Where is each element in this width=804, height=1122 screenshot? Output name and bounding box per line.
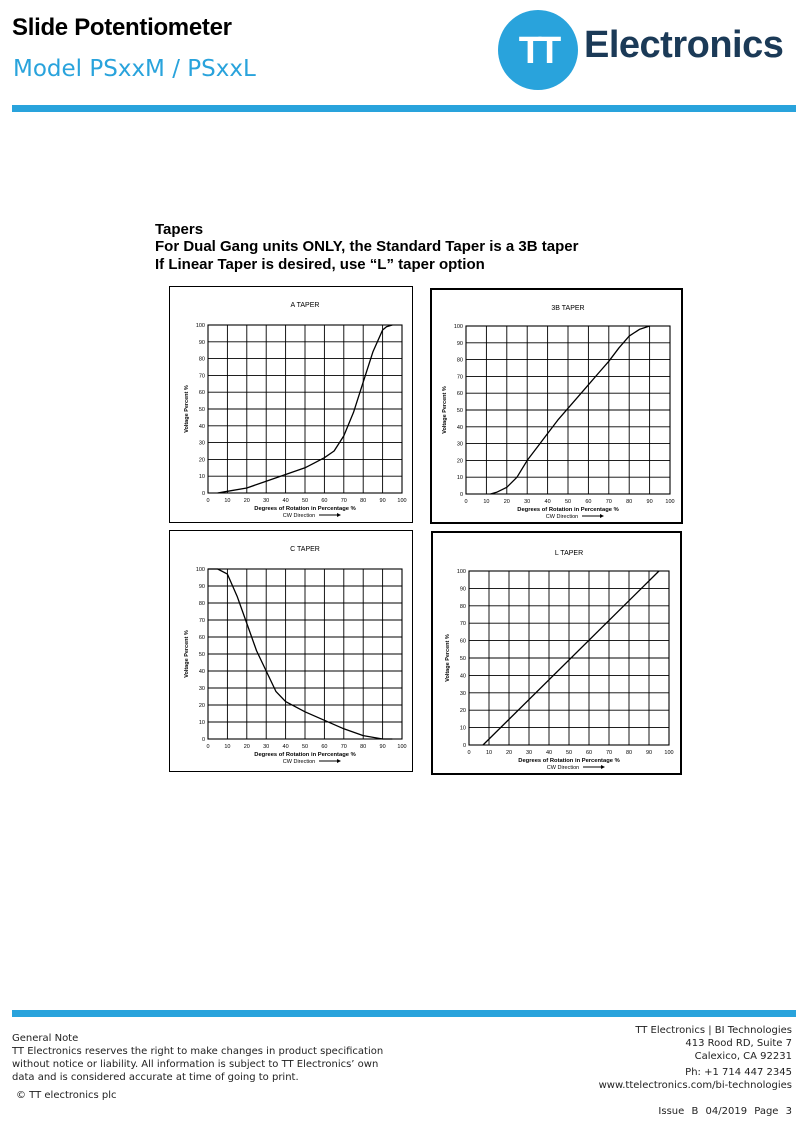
page-number: Page 3 — [754, 1106, 792, 1117]
page-title: Slide Potentiometer — [12, 14, 232, 41]
x-tick-label: 0 — [467, 750, 471, 756]
y-tick-label: 60 — [198, 390, 205, 397]
y-tick-label: 90 — [198, 584, 205, 590]
y-tick-label: 80 — [198, 601, 205, 607]
y-tick-label: 80 — [456, 357, 463, 364]
issue-label: Issue B — [658, 1106, 699, 1117]
x-tick-label: 90 — [379, 744, 386, 750]
company-name: TT Electronics | BI Technologies — [635, 1025, 792, 1036]
y-tick-label: 40 — [198, 669, 205, 675]
y-tick-label: 0 — [462, 743, 466, 749]
y-tick-label: 50 — [198, 652, 205, 658]
chart-l-taper — [431, 531, 682, 775]
y-tick-label: 80 — [198, 356, 205, 363]
x-tick-label: 70 — [340, 744, 347, 750]
x-tick-label: 0 — [206, 498, 210, 504]
x-tick-label: 30 — [263, 744, 270, 750]
y-tick-label: 50 — [459, 656, 466, 662]
logo-wordmark: Electronics — [584, 24, 784, 66]
x-axis-label: Degrees of Rotation in Percentage % — [518, 758, 620, 764]
y-tick-label: 90 — [198, 339, 205, 346]
chart-a-taper-plot — [170, 287, 412, 522]
y-tick-label: 40 — [456, 424, 463, 431]
x-tick-label: 80 — [360, 498, 367, 504]
x-tick-label: 60 — [585, 750, 593, 756]
chart-title: A TAPER — [290, 302, 320, 309]
x-tick-label: 10 — [483, 499, 490, 505]
y-tick-label: 0 — [201, 737, 205, 743]
y-tick-label: 100 — [453, 324, 463, 330]
x-tick-label: 90 — [379, 498, 386, 504]
x-tick-label: 80 — [626, 499, 633, 505]
x-tick-label: 80 — [625, 750, 633, 756]
y-tick-label: 40 — [459, 673, 466, 680]
x-tick-label: 100 — [665, 499, 675, 505]
y-tick-label: 10 — [456, 475, 463, 482]
general-note — [12, 1032, 392, 1084]
general-note-text: TT Electronics reserves the right to make changes in product specification without notice or liability. All information is subject to TT Electronics’ own data and is considered accurate at time of going to print. — [12, 1046, 384, 1083]
x-axis-direction-label: CW Direction — [546, 765, 580, 771]
x-tick-label: 100 — [664, 750, 674, 756]
x-tick-label: 50 — [301, 744, 309, 750]
y-tick-label: 20 — [198, 703, 205, 709]
y-tick-label: 30 — [198, 686, 205, 692]
x-tick-label: 70 — [605, 499, 612, 505]
x-tick-label: 70 — [605, 750, 613, 756]
direction-arrowhead-icon — [601, 765, 605, 769]
y-tick-label: 0 — [201, 491, 205, 497]
direction-arrowhead-icon — [337, 513, 341, 517]
y-tick-label: 70 — [198, 373, 205, 380]
header-rule — [12, 105, 796, 112]
address-line-1: 413 Rood RD, Suite 7 — [685, 1038, 792, 1049]
x-tick-label: 90 — [645, 750, 653, 756]
tapers-heading: Tapers — [155, 221, 204, 238]
y-tick-label: 60 — [456, 391, 463, 398]
x-tick-label: 30 — [263, 498, 270, 504]
x-tick-label: 50 — [565, 750, 573, 756]
address-line-2: Calexico, CA 92231 — [694, 1051, 792, 1062]
y-tick-label: 90 — [459, 586, 466, 593]
y-tick-label: 70 — [198, 618, 205, 624]
tt-logo-mark-icon — [498, 10, 578, 90]
y-tick-label: 10 — [198, 720, 205, 726]
y-tick-label: 100 — [195, 323, 205, 329]
x-tick-label: 10 — [485, 750, 493, 756]
tapers-note-dual-gang: For Dual Gang units ONLY, the Standard Taper is a 3B taper — [155, 238, 579, 255]
x-axis-direction-label: CW Direction — [545, 514, 579, 520]
general-note-title: General Note — [12, 1033, 79, 1044]
x-tick-label: 70 — [340, 498, 347, 504]
y-tick-label: 80 — [459, 603, 466, 610]
y-tick-label: 100 — [195, 567, 205, 573]
x-tick-label: 10 — [224, 498, 231, 504]
x-tick-label: 20 — [505, 750, 513, 756]
y-tick-label: 50 — [198, 407, 205, 413]
issue-info — [658, 1106, 792, 1117]
x-tick-label: 0 — [206, 744, 210, 750]
y-tick-label: 30 — [459, 690, 466, 697]
y-tick-label: 70 — [456, 374, 463, 381]
x-tick-label: 40 — [544, 499, 551, 505]
svg-text:TT: TT — [518, 30, 558, 72]
y-tick-label: 20 — [198, 457, 205, 464]
y-axis-label: Voltage Percent % — [184, 630, 190, 678]
chart-title: L TAPER — [554, 550, 584, 557]
tt-electronics-logo — [498, 10, 788, 90]
y-tick-label: 50 — [456, 408, 463, 414]
x-tick-label: 80 — [360, 744, 367, 750]
tapers-section — [155, 221, 578, 274]
tapers-note-linear: If Linear Taper is desired, use “L” taper option — [155, 256, 485, 273]
x-axis-direction-label: CW Direction — [282, 759, 316, 765]
y-tick-label: 60 — [459, 638, 466, 645]
phone: Ph: +1 714 447 2345 — [685, 1067, 792, 1078]
x-axis-label: Degrees of Rotation in Percentage % — [517, 507, 619, 513]
x-tick-label: 50 — [301, 498, 309, 504]
y-tick-label: 20 — [459, 708, 466, 715]
y-tick-label: 70 — [459, 621, 466, 628]
x-tick-label: 40 — [282, 498, 289, 504]
website-link[interactable]: www.ttelectronics.com/bi-technologies — [598, 1080, 792, 1091]
y-tick-label: 20 — [456, 458, 463, 465]
y-axis-label: Voltage Percent % — [184, 385, 190, 433]
y-tick-label: 10 — [459, 725, 466, 732]
chart-a-taper — [169, 286, 413, 523]
chart-c-taper — [169, 530, 413, 772]
x-tick-label: 30 — [525, 750, 533, 756]
y-tick-label: 0 — [459, 492, 463, 498]
x-tick-label: 20 — [503, 499, 510, 505]
x-tick-label: 50 — [564, 499, 572, 505]
chart-3b-taper — [430, 288, 683, 524]
y-tick-label: 90 — [456, 340, 463, 347]
copyright: © TT electronics plc — [16, 1090, 117, 1101]
y-axis-label: Voltage Percent % — [445, 634, 451, 682]
company-contact — [599, 1024, 792, 1092]
x-tick-label: 20 — [243, 498, 250, 504]
x-tick-label: 0 — [464, 499, 468, 505]
y-tick-label: 100 — [456, 569, 466, 575]
chart-title: 3B TAPER — [551, 305, 585, 312]
page-subtitle: Model PSxxM / PSxxL — [13, 56, 256, 82]
x-tick-label: 60 — [321, 498, 328, 504]
x-tick-label: 90 — [646, 499, 653, 505]
issue-date: 04/2019 — [705, 1106, 748, 1117]
chart-3b-taper-plot — [432, 290, 681, 522]
direction-arrowhead-icon — [600, 514, 604, 518]
y-tick-label: 10 — [198, 474, 205, 481]
direction-arrowhead-icon — [337, 759, 341, 763]
y-tick-label: 60 — [198, 635, 205, 641]
chart-c-taper-plot — [170, 531, 412, 771]
x-tick-label: 100 — [397, 744, 407, 750]
x-tick-label: 10 — [224, 744, 231, 750]
chart-l-taper-plot — [433, 533, 680, 773]
y-tick-label: 40 — [198, 423, 205, 430]
y-tick-label: 30 — [198, 440, 205, 447]
x-axis-label: Degrees of Rotation in Percentage % — [254, 752, 356, 758]
x-axis-label: Degrees of Rotation in Percentage % — [254, 506, 356, 512]
y-tick-label: 30 — [456, 441, 463, 448]
x-tick-label: 30 — [524, 499, 531, 505]
x-tick-label: 40 — [545, 750, 553, 756]
footer-rule — [12, 1010, 796, 1017]
x-tick-label: 60 — [585, 499, 592, 505]
chart-title: C TAPER — [290, 546, 320, 553]
x-axis-direction-label: CW Direction — [282, 513, 316, 519]
x-tick-label: 40 — [282, 744, 289, 750]
x-tick-label: 100 — [397, 498, 407, 504]
x-tick-label: 20 — [243, 744, 250, 750]
y-axis-label: Voltage Percent % — [442, 386, 448, 434]
x-tick-label: 60 — [321, 744, 328, 750]
